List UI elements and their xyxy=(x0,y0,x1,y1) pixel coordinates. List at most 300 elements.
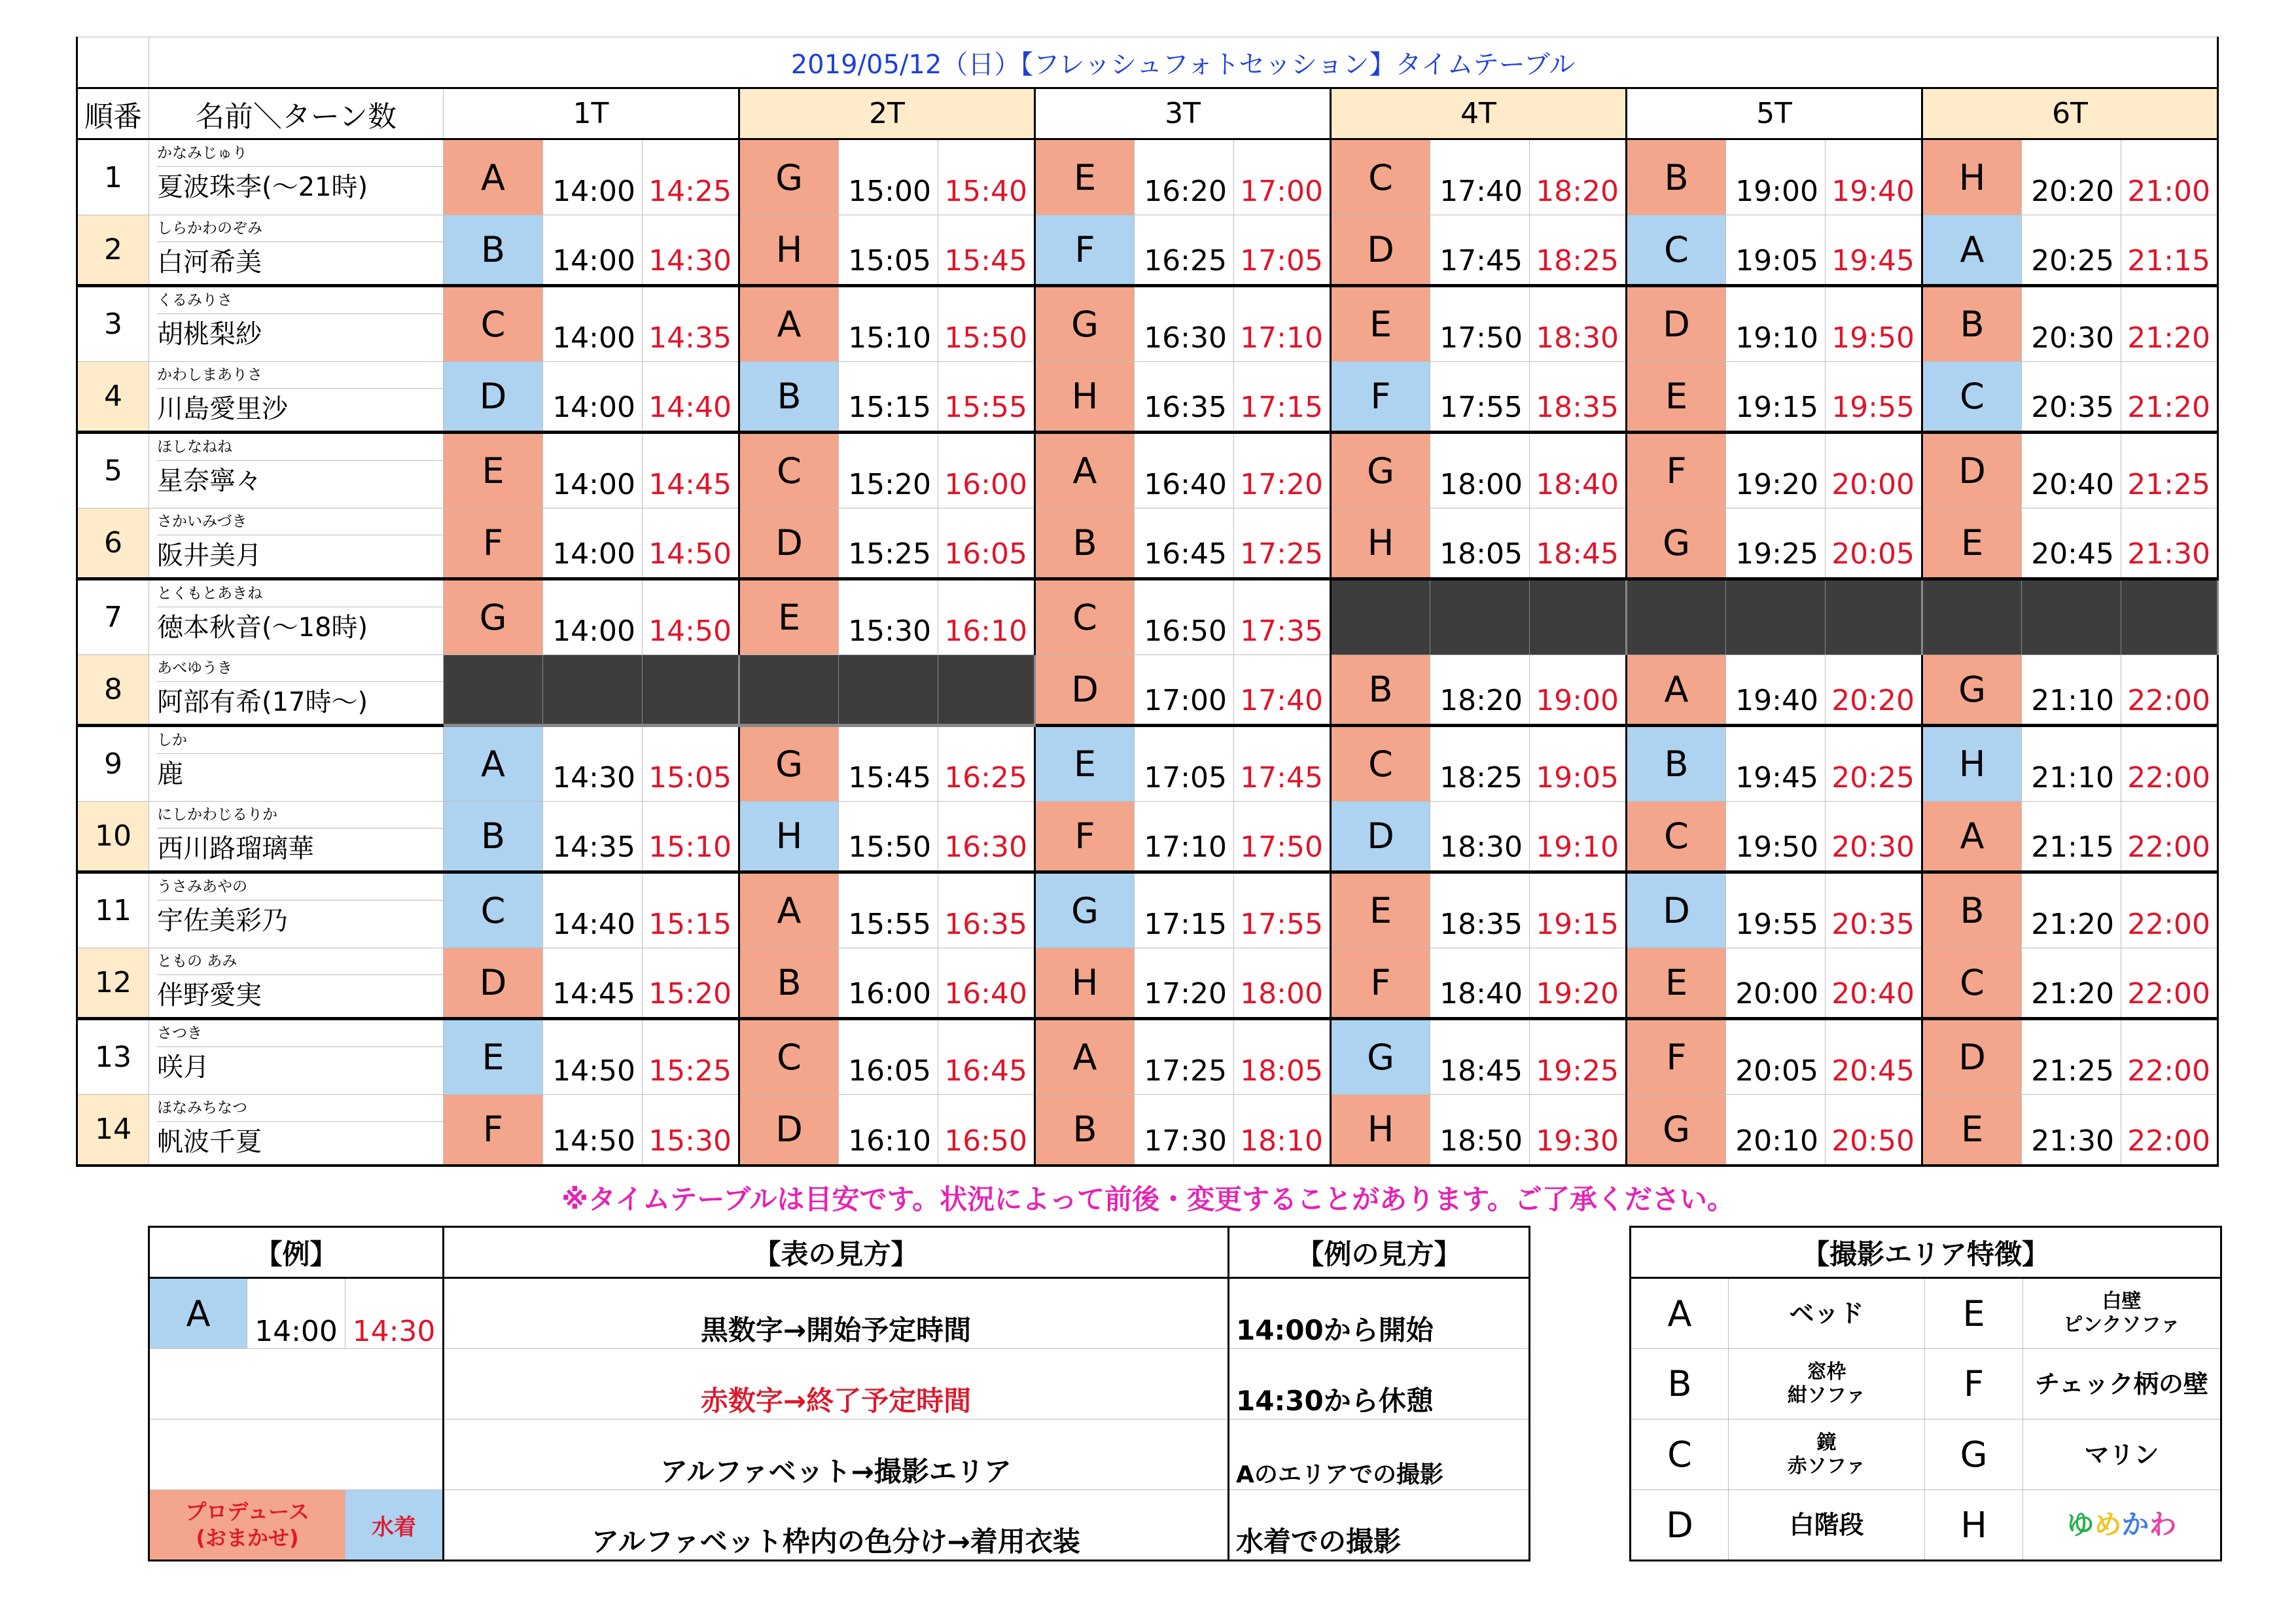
start-time: 14:00 xyxy=(543,215,643,286)
end-time: 16:45 xyxy=(938,1019,1035,1095)
start-time: 15:30 xyxy=(839,579,938,655)
end-time: 19:05 xyxy=(1530,726,1627,802)
area-letter: A xyxy=(1627,655,1726,726)
name-furigana: うさみあやの xyxy=(157,874,443,901)
start-time: 15:45 xyxy=(839,726,938,802)
end-time: 20:40 xyxy=(1826,948,1922,1019)
end-time: 17:25 xyxy=(1234,508,1331,579)
feature-desc: チェック柄の壁 xyxy=(2023,1349,2221,1419)
start-time: 18:25 xyxy=(1430,726,1530,802)
start-time: 20:05 xyxy=(1726,1019,1826,1095)
participant-name xyxy=(149,286,444,362)
end-time: 18:00 xyxy=(1234,948,1331,1019)
legend-howto: アルファベット枠内の色分け→着用衣装 xyxy=(444,1490,1229,1561)
end-time: 18:25 xyxy=(1530,215,1627,286)
area-letter: B xyxy=(1331,655,1430,726)
end-time: 14:25 xyxy=(643,139,739,215)
area-letter: C xyxy=(444,872,543,948)
start-time: 21:20 xyxy=(2022,948,2121,1019)
feature-desc: 窓枠 紺ソファ xyxy=(1729,1349,1925,1419)
end-time: 17:20 xyxy=(1234,433,1331,508)
name-furigana: しか xyxy=(157,727,443,754)
legend-row xyxy=(149,1490,1530,1561)
start-time: 21:15 xyxy=(2022,802,2121,872)
area-letter: D xyxy=(739,508,839,579)
table-row xyxy=(77,362,2218,433)
table-row xyxy=(77,508,2218,579)
end-time: 20:45 xyxy=(1826,1019,1922,1095)
start-time: 21:25 xyxy=(2022,1019,2121,1095)
area-letter: A xyxy=(1922,215,2022,286)
start-time: 17:55 xyxy=(1430,362,1530,433)
table-row xyxy=(77,802,2218,872)
row-number: 12 xyxy=(77,948,149,1019)
area-letter: E xyxy=(739,579,839,655)
area-letter: B xyxy=(1922,872,2022,948)
end-time: 14:50 xyxy=(643,579,739,655)
start-time: 18:50 xyxy=(1430,1095,1530,1166)
end-time: 22:00 xyxy=(2121,948,2218,1019)
header-turn-3: 3T xyxy=(1035,88,1331,139)
row-number: 10 xyxy=(77,802,149,872)
end-time: 20:25 xyxy=(1826,726,1922,802)
start-time: 18:20 xyxy=(1430,655,1530,726)
end-time: 17:00 xyxy=(1234,139,1331,215)
start-time: 14:00 xyxy=(543,286,643,362)
unavailable-cell xyxy=(543,655,643,726)
features-header-row xyxy=(1631,1227,2221,1278)
end-time: 22:00 xyxy=(2121,655,2218,726)
start-time: 14:00 xyxy=(543,433,643,508)
area-letter: G xyxy=(1035,286,1135,362)
area-letter: D xyxy=(1627,872,1726,948)
area-letter: G xyxy=(1331,433,1430,508)
area-letter: A xyxy=(739,286,839,362)
area-letter: G xyxy=(1331,1019,1430,1095)
legend-example-start: 14:00 xyxy=(247,1278,345,1349)
header-turn-4: 4T xyxy=(1331,88,1627,139)
end-time: 20:05 xyxy=(1826,508,1922,579)
legend-howto-header: 【表の見方】 xyxy=(444,1227,1229,1278)
area-letter: B xyxy=(739,948,839,1019)
area-letter: B xyxy=(444,802,543,872)
start-time: 15:20 xyxy=(839,433,938,508)
start-time: 18:45 xyxy=(1430,1019,1530,1095)
table-row xyxy=(77,433,2218,508)
end-time: 22:00 xyxy=(2121,1019,2218,1095)
area-letter: B xyxy=(444,215,543,286)
participant-name xyxy=(149,579,444,655)
disclaimer-note: ※タイムテーブルは目安です。状況によって前後・変更することがあります。ご了承ください。 xyxy=(561,1183,1735,1215)
end-time: 21:25 xyxy=(2121,433,2218,508)
start-time: 16:35 xyxy=(1135,362,1234,433)
name-furigana: ほしなねね xyxy=(157,434,443,461)
legend-blank xyxy=(149,1419,444,1490)
header-turn-1: 1T xyxy=(444,88,739,139)
start-time: 14:50 xyxy=(543,1095,643,1166)
area-letter: A xyxy=(444,726,543,802)
unavailable-cell xyxy=(1530,579,1627,655)
start-time: 21:10 xyxy=(2022,655,2121,726)
area-letter: G xyxy=(739,726,839,802)
legend-swimsuit-swatch: 水着 xyxy=(345,1490,444,1561)
start-time: 14:45 xyxy=(543,948,643,1019)
start-time: 17:30 xyxy=(1135,1095,1234,1166)
feature-row xyxy=(1631,1490,2221,1561)
feature-letter: F xyxy=(1925,1349,2023,1419)
end-time: 15:45 xyxy=(938,215,1035,286)
title-spacer xyxy=(77,37,149,88)
feature-desc: ゆめかわ xyxy=(2023,1490,2221,1561)
start-time: 20:30 xyxy=(2022,286,2121,362)
end-time: 15:05 xyxy=(643,726,739,802)
start-time: 16:40 xyxy=(1135,433,1234,508)
feature-letter: B xyxy=(1631,1349,1729,1419)
feature-letter: D xyxy=(1631,1490,1729,1561)
start-time: 18:30 xyxy=(1430,802,1530,872)
end-time: 19:20 xyxy=(1530,948,1627,1019)
start-time: 15:00 xyxy=(839,139,938,215)
area-letter: F xyxy=(1035,215,1135,286)
participant-name xyxy=(149,362,444,433)
area-letter: C xyxy=(1627,802,1726,872)
participant-name xyxy=(149,655,444,726)
feature-letter: H xyxy=(1925,1490,2023,1561)
start-time: 14:00 xyxy=(543,508,643,579)
unavailable-cell xyxy=(1726,579,1826,655)
name-kanji: 白河希美 xyxy=(157,247,262,277)
start-time: 14:50 xyxy=(543,1019,643,1095)
name-furigana: しらかわのぞみ xyxy=(157,215,443,242)
area-letter: C xyxy=(739,433,839,508)
area-letter: B xyxy=(1035,508,1135,579)
table-row xyxy=(77,872,2218,948)
start-time: 20:25 xyxy=(2022,215,2121,286)
legend-blank xyxy=(149,1349,444,1419)
start-time: 16:30 xyxy=(1135,286,1234,362)
end-time: 21:30 xyxy=(2121,508,2218,579)
feature-desc: マリン xyxy=(2023,1419,2221,1490)
row-number: 11 xyxy=(77,872,149,948)
area-letter: D xyxy=(1035,655,1135,726)
start-time: 20:00 xyxy=(1726,948,1826,1019)
start-time: 17:45 xyxy=(1430,215,1530,286)
area-letter: F xyxy=(1331,948,1430,1019)
end-time: 18:10 xyxy=(1234,1095,1331,1166)
table-row xyxy=(77,139,2218,215)
row-number: 2 xyxy=(77,215,149,286)
area-letter: E xyxy=(1331,286,1430,362)
end-time: 17:10 xyxy=(1234,286,1331,362)
row-number: 14 xyxy=(77,1095,149,1166)
end-time: 19:40 xyxy=(1826,139,1922,215)
end-time: 19:55 xyxy=(1826,362,1922,433)
area-letter: E xyxy=(1922,1095,2022,1166)
area-letter: B xyxy=(739,362,839,433)
name-furigana: にしかわじるりか xyxy=(157,802,443,829)
start-time: 20:45 xyxy=(2022,508,2121,579)
end-time: 15:15 xyxy=(643,872,739,948)
name-kanji: 夏波珠李(～21時) xyxy=(157,172,368,202)
feature-row xyxy=(1631,1349,2221,1419)
start-time: 14:00 xyxy=(543,139,643,215)
area-letter: G xyxy=(739,139,839,215)
unavailable-cell xyxy=(444,655,543,726)
end-time: 15:55 xyxy=(938,362,1035,433)
start-time: 19:40 xyxy=(1726,655,1826,726)
end-time: 18:35 xyxy=(1530,362,1627,433)
end-time: 14:35 xyxy=(643,286,739,362)
unavailable-cell xyxy=(839,655,938,726)
features-header: 【撮影エリア特徴】 xyxy=(1631,1227,2221,1278)
end-time: 19:25 xyxy=(1530,1019,1627,1095)
start-time: 21:10 xyxy=(2022,726,2121,802)
name-furigana: さかいみづき xyxy=(157,508,443,535)
start-time: 19:05 xyxy=(1726,215,1826,286)
end-time: 15:10 xyxy=(643,802,739,872)
title-row xyxy=(77,37,2218,88)
area-letter: E xyxy=(1922,508,2022,579)
participant-name xyxy=(149,872,444,948)
start-time: 14:00 xyxy=(543,362,643,433)
area-letter: E xyxy=(1331,872,1430,948)
legend-example-text: 14:00から開始 xyxy=(1229,1278,1530,1349)
start-time: 19:00 xyxy=(1726,139,1826,215)
start-time: 17:05 xyxy=(1135,726,1234,802)
start-time: 16:05 xyxy=(839,1019,938,1095)
unavailable-cell xyxy=(1922,579,2022,655)
start-time: 15:25 xyxy=(839,508,938,579)
legend-howto: 赤数字→終了予定時間 xyxy=(444,1349,1229,1419)
name-kanji: 帆波千夏 xyxy=(157,1127,262,1157)
start-time: 20:10 xyxy=(1726,1095,1826,1166)
start-time: 15:05 xyxy=(839,215,938,286)
end-time: 18:45 xyxy=(1530,508,1627,579)
area-letter: G xyxy=(1627,1095,1726,1166)
legend-howto: 黒数字→開始予定時間 xyxy=(444,1278,1229,1349)
end-time: 16:05 xyxy=(938,508,1035,579)
area-letter: H xyxy=(1035,948,1135,1019)
start-time: 19:50 xyxy=(1726,802,1826,872)
header-turn-2: 2T xyxy=(739,88,1035,139)
end-time: 17:35 xyxy=(1234,579,1331,655)
legend-produce-swatch: プロデュース (おまかせ) xyxy=(149,1490,345,1561)
participant-name xyxy=(149,215,444,286)
participant-name xyxy=(149,139,444,215)
feature-desc: 鏡 赤ソファ xyxy=(1729,1419,1925,1490)
end-time: 15:30 xyxy=(643,1095,739,1166)
timetable xyxy=(76,37,2219,1167)
end-time: 22:00 xyxy=(2121,726,2218,802)
unavailable-cell xyxy=(1826,579,1922,655)
start-time: 20:20 xyxy=(2022,139,2121,215)
unavailable-cell xyxy=(2121,579,2218,655)
end-time: 20:50 xyxy=(1826,1095,1922,1166)
area-letter: H xyxy=(1331,1095,1430,1166)
area-letter: H xyxy=(1331,508,1430,579)
end-time: 19:50 xyxy=(1826,286,1922,362)
area-letter: D xyxy=(444,948,543,1019)
table-row xyxy=(77,655,2218,726)
area-letter: F xyxy=(1035,802,1135,872)
row-number: 4 xyxy=(77,362,149,433)
end-time: 20:35 xyxy=(1826,872,1922,948)
end-time: 16:35 xyxy=(938,872,1035,948)
area-letter: D xyxy=(1922,1019,2022,1095)
table-row xyxy=(77,579,2218,655)
end-time: 22:00 xyxy=(2121,872,2218,948)
legend-row xyxy=(149,1278,1530,1349)
feature-desc: 白階段 xyxy=(1729,1490,1925,1561)
name-kanji: 伴野愛実 xyxy=(157,980,262,1010)
area-letter: C xyxy=(1035,579,1135,655)
area-letter: E xyxy=(1627,948,1726,1019)
start-time: 20:40 xyxy=(2022,433,2121,508)
end-time: 21:00 xyxy=(2121,139,2218,215)
name-kanji: 阿部有希(17時～) xyxy=(157,687,368,717)
end-time: 19:45 xyxy=(1826,215,1922,286)
row-number: 5 xyxy=(77,433,149,508)
unavailable-cell xyxy=(739,655,839,726)
area-letter: F xyxy=(444,1095,543,1166)
legend-example-text: 水着での撮影 xyxy=(1229,1490,1530,1561)
start-time: 15:15 xyxy=(839,362,938,433)
participant-name xyxy=(149,1095,444,1166)
start-time: 18:40 xyxy=(1430,948,1530,1019)
start-time: 14:30 xyxy=(543,726,643,802)
area-letter: D xyxy=(1922,433,2022,508)
end-time: 15:25 xyxy=(643,1019,739,1095)
area-letter: C xyxy=(1331,139,1430,215)
end-time: 18:20 xyxy=(1530,139,1627,215)
row-number: 8 xyxy=(77,655,149,726)
area-letter: H xyxy=(739,215,839,286)
start-time: 21:30 xyxy=(2022,1095,2121,1166)
feature-letter: G xyxy=(1925,1419,2023,1490)
area-letter: H xyxy=(739,802,839,872)
start-time: 18:00 xyxy=(1430,433,1530,508)
area-letter: C xyxy=(444,286,543,362)
unavailable-cell xyxy=(1430,579,1530,655)
start-time: 15:55 xyxy=(839,872,938,948)
end-time: 18:30 xyxy=(1530,286,1627,362)
start-time: 19:55 xyxy=(1726,872,1826,948)
area-letter: D xyxy=(1331,215,1430,286)
name-furigana: ともの あみ xyxy=(157,948,443,975)
end-time: 15:50 xyxy=(938,286,1035,362)
start-time: 19:45 xyxy=(1726,726,1826,802)
area-letter: D xyxy=(739,1095,839,1166)
end-time: 16:50 xyxy=(938,1095,1035,1166)
legend-example-text: 14:30から休憩 xyxy=(1229,1349,1530,1419)
start-time: 18:05 xyxy=(1430,508,1530,579)
name-kanji: 宇佐美彩乃 xyxy=(157,906,288,936)
start-time: 17:50 xyxy=(1430,286,1530,362)
feature-letter: C xyxy=(1631,1419,1729,1490)
legend-table xyxy=(148,1226,1530,1561)
area-letter: E xyxy=(1035,726,1135,802)
area-letter: G xyxy=(1627,508,1726,579)
table-row xyxy=(77,1019,2218,1095)
legend-example-text: Aのエリアでの撮影 xyxy=(1229,1419,1530,1490)
legend-example-area: A xyxy=(149,1278,247,1349)
area-letter: H xyxy=(1922,139,2022,215)
start-time: 17:40 xyxy=(1430,139,1530,215)
end-time: 14:45 xyxy=(643,433,739,508)
participant-name xyxy=(149,508,444,579)
area-letter: E xyxy=(1627,362,1726,433)
participant-name xyxy=(149,1019,444,1095)
legend-row xyxy=(149,1419,1530,1490)
header-row xyxy=(77,88,2218,139)
area-letter: B xyxy=(1035,1095,1135,1166)
area-letter: E xyxy=(1035,139,1135,215)
name-kanji: 胡桃梨紗 xyxy=(157,319,262,349)
end-time: 20:30 xyxy=(1826,802,1922,872)
table-row xyxy=(77,726,2218,802)
name-furigana: ほなみちなつ xyxy=(157,1095,443,1122)
area-features-table xyxy=(1629,1226,2222,1561)
end-time: 17:55 xyxy=(1234,872,1331,948)
name-furigana: さつき xyxy=(157,1020,443,1047)
area-letter: C xyxy=(1922,362,2022,433)
end-time: 20:00 xyxy=(1826,433,1922,508)
name-furigana: あべゆうき xyxy=(157,655,443,682)
start-time: 17:00 xyxy=(1135,655,1234,726)
end-time: 19:00 xyxy=(1530,655,1627,726)
area-letter: C xyxy=(1922,948,2022,1019)
start-time: 14:40 xyxy=(543,872,643,948)
end-time: 14:30 xyxy=(643,215,739,286)
table-row xyxy=(77,948,2218,1019)
legend-example-header: 【例】 xyxy=(149,1227,444,1278)
name-kanji: 咲月 xyxy=(157,1052,209,1082)
end-time: 16:00 xyxy=(938,433,1035,508)
area-letter: D xyxy=(1331,802,1430,872)
page-title: 2019/05/12（日）【フレッシュフォトセッション】タイムテーブル xyxy=(149,37,2218,88)
start-time: 17:25 xyxy=(1135,1019,1234,1095)
participant-name xyxy=(149,433,444,508)
area-letter: G xyxy=(1035,872,1135,948)
legend-row xyxy=(149,1349,1530,1419)
feature-desc: 白壁 ピンクソファ xyxy=(2023,1278,2221,1349)
end-time: 22:00 xyxy=(2121,1095,2218,1166)
start-time: 19:25 xyxy=(1726,508,1826,579)
end-time: 17:15 xyxy=(1234,362,1331,433)
area-letter: F xyxy=(444,508,543,579)
area-letter: D xyxy=(444,362,543,433)
start-time: 17:10 xyxy=(1135,802,1234,872)
name-kanji: 徳本秋音(～18時) xyxy=(157,613,368,643)
area-letter: A xyxy=(444,139,543,215)
unavailable-cell xyxy=(643,655,739,726)
start-time: 14:00 xyxy=(543,579,643,655)
end-time: 19:10 xyxy=(1530,802,1627,872)
end-time: 22:00 xyxy=(2121,802,2218,872)
area-letter: B xyxy=(1627,139,1726,215)
table-row xyxy=(77,215,2218,286)
end-time: 15:20 xyxy=(643,948,739,1019)
end-time: 16:25 xyxy=(938,726,1035,802)
start-time: 15:10 xyxy=(839,286,938,362)
end-time: 14:50 xyxy=(643,508,739,579)
area-letter: C xyxy=(1627,215,1726,286)
start-time: 16:10 xyxy=(839,1095,938,1166)
participant-name xyxy=(149,948,444,1019)
start-time: 18:35 xyxy=(1430,872,1530,948)
end-time: 16:30 xyxy=(938,802,1035,872)
end-time: 19:30 xyxy=(1530,1095,1627,1166)
